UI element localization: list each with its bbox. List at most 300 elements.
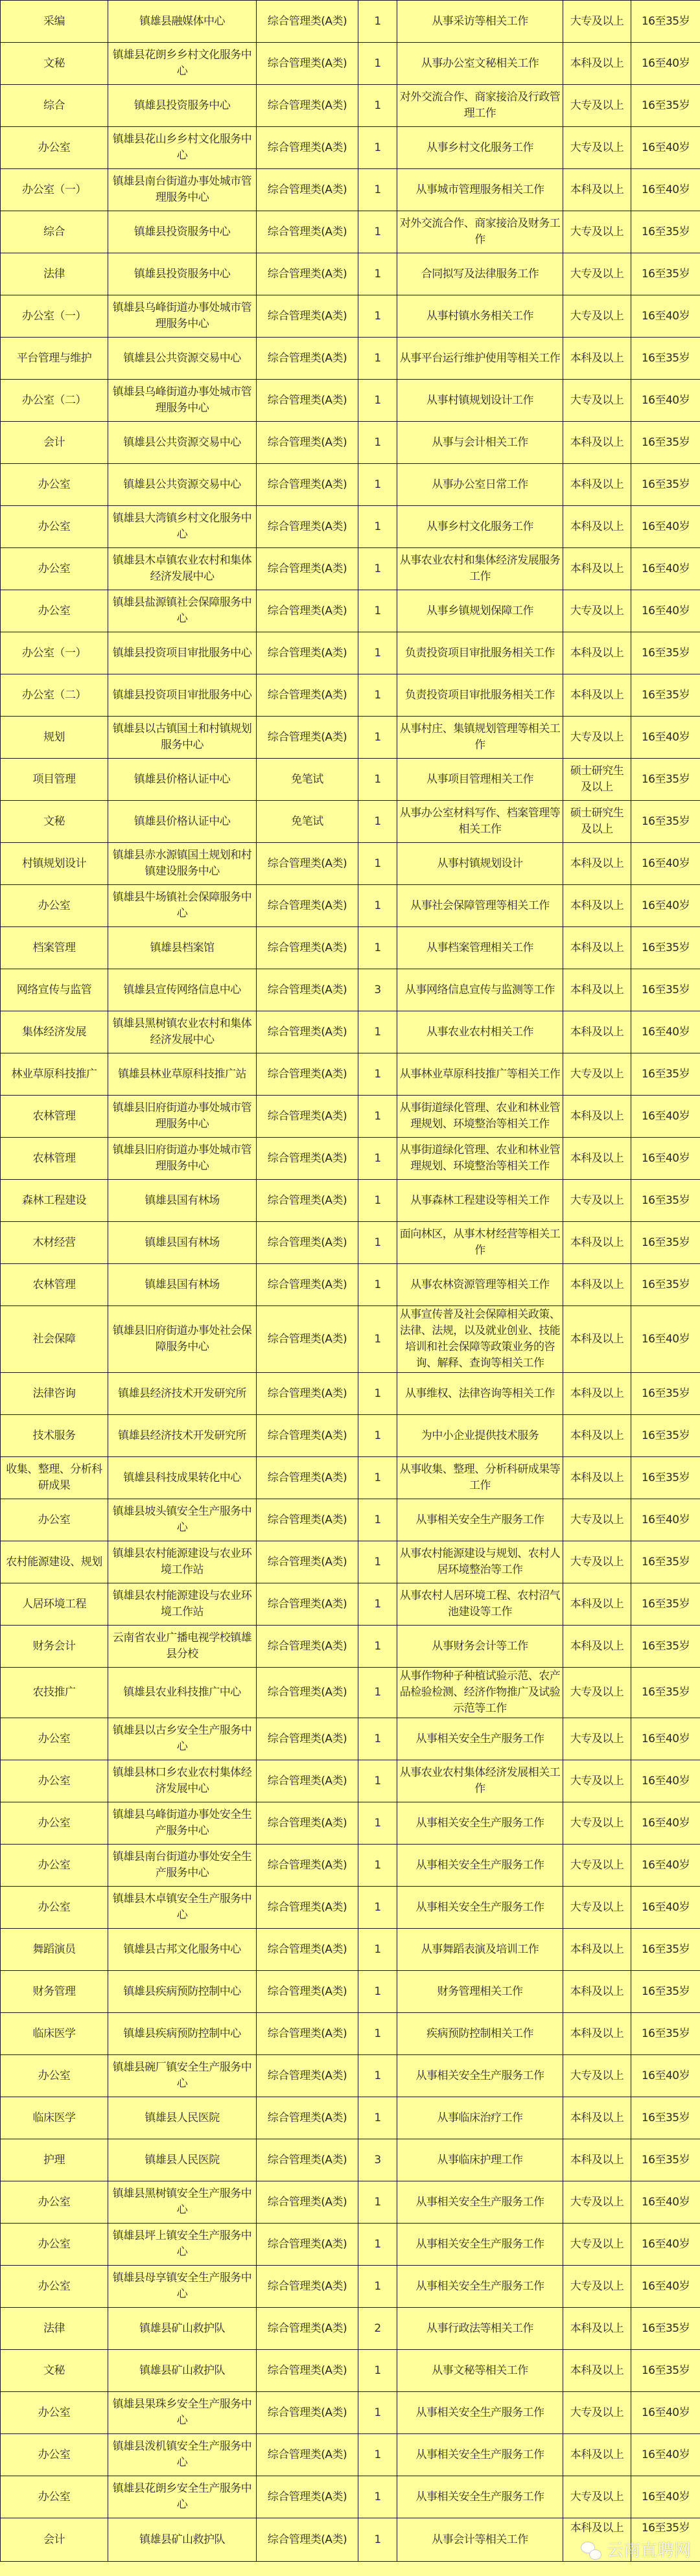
job-category-cell: 综合管理类(A类) [257, 2518, 358, 2562]
education-requirement-cell: 本科及以上 [563, 1306, 631, 1373]
hiring-count-cell: 1 [358, 2266, 397, 2308]
position-name-cell: 农技推广 [1, 1668, 108, 1718]
age-requirement-cell: 16至35岁 [631, 927, 700, 969]
table-row [1, 1222, 700, 1264]
table-row [1, 127, 700, 169]
hiring-unit-cell: 镇雄县疾病预防控制中心 [108, 1971, 257, 2013]
table-row [1, 1929, 700, 1971]
table-row [1, 2013, 700, 2055]
age-requirement-cell: 16至40岁 [631, 1760, 700, 1802]
hiring-unit-cell: 镇雄县国有林场 [108, 1222, 257, 1264]
hiring-unit-cell: 镇雄县以古乡安全生产服务中心 [108, 1718, 257, 1760]
job-duties-cell: 从事临床护理工作 [397, 2139, 563, 2181]
job-duties-cell: 从事相关安全生产服务工作 [397, 2392, 563, 2434]
job-category-cell: 综合管理类(A类) [257, 1929, 358, 1971]
education-requirement-cell: 大专及以上 [563, 2224, 631, 2266]
position-name-cell: 社会保障 [1, 1306, 108, 1373]
education-requirement-cell: 大专及以上 [563, 1845, 631, 1887]
education-requirement-cell: 本科及以上 [563, 2518, 631, 2562]
position-name-cell: 办公室 [1, 1845, 108, 1887]
position-name-cell: 档案管理 [1, 927, 108, 969]
hiring-unit-cell: 镇雄县经济技术开发研究所 [108, 1373, 257, 1415]
hiring-unit-cell: 镇雄县国有林场 [108, 1264, 257, 1306]
job-category-cell: 综合管理类(A类) [257, 464, 358, 506]
hiring-unit-cell: 云南省农业广播电视学校镇雄县分校 [108, 1626, 257, 1668]
education-requirement-cell: 本科及以上 [563, 464, 631, 506]
education-requirement-cell: 本科及以上 [563, 1929, 631, 1971]
position-name-cell: 办公室 [1, 1760, 108, 1802]
table-row [1, 1668, 700, 1718]
position-name-cell: 法律 [1, 253, 108, 295]
hiring-count-cell: 1 [358, 1096, 397, 1138]
hiring-unit-cell: 镇雄县疾病预防控制中心 [108, 2013, 257, 2055]
job-duties-cell: 从事相关安全生产服务工作 [397, 2055, 563, 2097]
hiring-count-cell: 1 [358, 1373, 397, 1415]
table-row [1, 843, 700, 885]
position-name-cell: 会计 [1, 2518, 108, 2562]
position-name-cell: 办公室 [1, 2224, 108, 2266]
hiring-unit-cell: 镇雄县农村能源建设与农业环境工作站 [108, 1583, 257, 1626]
table-row [1, 1138, 700, 1180]
education-requirement-cell: 本科及以上 [563, 885, 631, 927]
table-row [1, 2476, 700, 2518]
job-duties-cell: 从事农业农村集体经济发展相关工作 [397, 1760, 563, 1802]
hiring-unit-cell: 镇雄县科技成果转化中心 [108, 1457, 257, 1499]
position-name-cell: 办公室 [1, 2434, 108, 2476]
education-requirement-cell: 大专及以上 [563, 1053, 631, 1096]
education-requirement-cell: 大专及以上 [563, 380, 631, 422]
table-body [1, 1, 700, 2562]
job-duties-cell: 从事网络信息宣传与监测等工作 [397, 969, 563, 1011]
table-row [1, 422, 700, 464]
table-row [1, 380, 700, 422]
job-category-cell: 综合管理类(A类) [257, 1138, 358, 1180]
education-requirement-cell: 本科及以上 [563, 169, 631, 211]
hiring-unit-cell: 镇雄县乌峰街道办事处安全生产服务中心 [108, 1802, 257, 1845]
table-row [1, 2224, 700, 2266]
age-requirement-cell: 16至35岁 [631, 1457, 700, 1499]
table-row [1, 464, 700, 506]
age-requirement-cell: 16至40岁 [631, 2055, 700, 2097]
job-duties-cell: 合同拟写及法律服务工作 [397, 253, 563, 295]
job-duties-cell: 从事行政法等相关工作 [397, 2308, 563, 2350]
table-row [1, 1373, 700, 1415]
age-requirement-cell: 16至40岁 [631, 1718, 700, 1760]
hiring-unit-cell: 镇雄县乌峰街道办事处城市管理服务中心 [108, 380, 257, 422]
education-requirement-cell: 本科及以上 [563, 1096, 631, 1138]
education-requirement-cell: 大专及以上 [563, 1887, 631, 1929]
education-requirement-cell: 大专及以上 [563, 2181, 631, 2224]
hiring-count-cell: 1 [358, 422, 397, 464]
hiring-count-cell: 1 [358, 1, 397, 43]
job-duties-cell: 对外交流合作、商家接洽及财务工作 [397, 211, 563, 253]
education-requirement-cell: 本科及以上 [563, 422, 631, 464]
hiring-count-cell: 1 [358, 1011, 397, 1053]
education-requirement-cell: 本科及以上 [563, 1415, 631, 1457]
table-row [1, 2097, 700, 2139]
position-name-cell: 办公室 [1, 2266, 108, 2308]
age-requirement-cell: 16至35岁 [631, 2097, 700, 2139]
table-row [1, 1053, 700, 1096]
job-duties-cell: 从事相关安全生产服务工作 [397, 2224, 563, 2266]
hiring-count-cell: 1 [358, 169, 397, 211]
education-requirement-cell: 大专及以上 [563, 85, 631, 127]
education-requirement-cell: 大专及以上 [563, 1180, 631, 1222]
age-requirement-cell: 16至35岁 [631, 338, 700, 380]
table-row [1, 1264, 700, 1306]
hiring-count-cell: 1 [358, 43, 397, 85]
table-row [1, 1011, 700, 1053]
hiring-unit-cell: 镇雄县矿山救护队 [108, 2308, 257, 2350]
hiring-unit-cell: 镇雄县公共资源交易中心 [108, 422, 257, 464]
job-duties-cell: 从事乡村文化服务工作 [397, 127, 563, 169]
education-requirement-cell: 本科及以上 [563, 1626, 631, 1668]
hiring-count-cell: 1 [358, 2181, 397, 2224]
hiring-count-cell: 1 [358, 1306, 397, 1373]
hiring-count-cell: 1 [358, 2097, 397, 2139]
age-requirement-cell: 16至40岁 [631, 843, 700, 885]
hiring-unit-cell: 镇雄县木卓镇安全生产服务中心 [108, 1887, 257, 1929]
age-requirement-cell: 16至40岁 [631, 2266, 700, 2308]
hiring-count-cell: 1 [358, 211, 397, 253]
job-duties-cell: 从事街道绿化管理、农业和林业管理规划、环境整治等相关工作 [397, 1138, 563, 1180]
age-requirement-cell: 16至40岁 [631, 717, 700, 759]
age-requirement-cell: 16至35岁 [631, 1929, 700, 1971]
job-category-cell: 综合管理类(A类) [257, 43, 358, 85]
hiring-count-cell: 1 [358, 1668, 397, 1718]
position-name-cell: 办公室 [1, 1802, 108, 1845]
job-category-cell: 综合管理类(A类) [257, 2266, 358, 2308]
job-category-cell: 综合管理类(A类) [257, 85, 358, 127]
table-row [1, 969, 700, 1011]
job-duties-cell: 面向林区，从事木材经营等相关工作 [397, 1222, 563, 1264]
hiring-count-cell: 1 [358, 1845, 397, 1887]
education-requirement-cell: 本科及以上 [563, 2013, 631, 2055]
hiring-count-cell: 1 [358, 843, 397, 885]
hiring-count-cell: 1 [358, 1583, 397, 1626]
education-requirement-cell: 大专及以上 [563, 1802, 631, 1845]
hiring-count-cell: 1 [358, 927, 397, 969]
education-requirement-cell: 本科及以上 [563, 43, 631, 85]
table-row [1, 590, 700, 632]
table-row [1, 85, 700, 127]
job-duties-cell: 从事相关安全生产服务工作 [397, 2266, 563, 2308]
position-name-cell: 综合 [1, 211, 108, 253]
table-row [1, 548, 700, 590]
age-requirement-cell: 16至40岁 [631, 2224, 700, 2266]
job-category-cell: 综合管理类(A类) [257, 1096, 358, 1138]
age-requirement-cell: 16至35岁 [631, 253, 700, 295]
position-name-cell: 办公室 [1, 885, 108, 927]
job-category-cell: 综合管理类(A类) [257, 1264, 358, 1306]
hiring-count-cell: 3 [358, 969, 397, 1011]
age-requirement-cell: 16至40岁 [631, 380, 700, 422]
job-duties-cell: 从事舞蹈表演及培训工作 [397, 1929, 563, 1971]
education-requirement-cell: 本科及以上 [563, 338, 631, 380]
hiring-unit-cell: 镇雄县国有林场 [108, 1180, 257, 1222]
hiring-unit-cell: 镇雄县旧府街道办事处城市管理服务中心 [108, 1096, 257, 1138]
age-requirement-cell: 16至40岁 [631, 506, 700, 548]
education-requirement-cell: 本科及以上 [563, 2350, 631, 2392]
hiring-count-cell: 1 [358, 2392, 397, 2434]
job-duties-cell: 从事村镇水务相关工作 [397, 295, 563, 338]
job-duties-cell: 从事农村能源建设与规划、农村人居环境整治等工作 [397, 1541, 563, 1583]
table-row [1, 1, 700, 43]
education-requirement-cell: 大专及以上 [563, 211, 631, 253]
hiring-unit-cell: 镇雄县木卓镇农业农村和集体经济发展中心 [108, 548, 257, 590]
hiring-count-cell: 1 [358, 380, 397, 422]
table-row [1, 674, 700, 717]
position-name-cell: 办公室 [1, 2476, 108, 2518]
age-requirement-cell: 16至35岁 [631, 801, 700, 843]
job-category-cell: 综合管理类(A类) [257, 2476, 358, 2518]
hiring-unit-cell: 镇雄县矿山救护队 [108, 2518, 257, 2562]
education-requirement-cell: 大专及以上 [563, 2392, 631, 2434]
job-category-cell: 免笔试 [257, 801, 358, 843]
hiring-count-cell: 1 [358, 1802, 397, 1845]
hiring-count-cell: 1 [358, 2013, 397, 2055]
hiring-unit-cell: 镇雄县盐源镇社会保障服务中心 [108, 590, 257, 632]
age-requirement-cell: 16至35岁 [631, 1541, 700, 1583]
job-duties-cell: 从事乡镇规划保障工作 [397, 590, 563, 632]
table-row [1, 927, 700, 969]
age-requirement-cell: 16至40岁 [631, 885, 700, 927]
job-category-cell: 综合管理类(A类) [257, 2350, 358, 2392]
education-requirement-cell: 本科及以上 [563, 1264, 631, 1306]
position-name-cell: 办公室（一） [1, 295, 108, 338]
age-requirement-cell: 16至35岁 [631, 1415, 700, 1457]
age-requirement-cell: 16至35岁 [631, 2308, 700, 2350]
position-name-cell: 文秘 [1, 2350, 108, 2392]
position-name-cell: 法律 [1, 2308, 108, 2350]
position-name-cell: 村镇规划设计 [1, 843, 108, 885]
age-requirement-cell: 16至40岁 [631, 1138, 700, 1180]
age-requirement-cell: 16至35岁 [631, 85, 700, 127]
table-row [1, 1971, 700, 2013]
hiring-unit-cell: 镇雄县人民医院 [108, 2097, 257, 2139]
position-name-cell: 规划 [1, 717, 108, 759]
education-requirement-cell: 大专及以上 [563, 1760, 631, 1802]
job-category-cell: 综合管理类(A类) [257, 2392, 358, 2434]
table-row [1, 1802, 700, 1845]
education-requirement-cell: 本科及以上 [563, 1222, 631, 1264]
age-requirement-cell: 16至40岁 [631, 1306, 700, 1373]
education-requirement-cell: 大专及以上 [563, 2476, 631, 2518]
job-duties-cell: 从事办公室材料写作、档案管理等相关工作 [397, 801, 563, 843]
hiring-unit-cell: 镇雄县投资服务中心 [108, 211, 257, 253]
age-requirement-cell: 16至40岁 [631, 2392, 700, 2434]
age-requirement-cell: 16至35岁 [631, 2013, 700, 2055]
age-requirement-cell: 16至35岁 [631, 211, 700, 253]
education-requirement-cell: 本科及以上 [563, 674, 631, 717]
position-name-cell: 办公室 [1, 464, 108, 506]
hiring-count-cell: 1 [358, 1541, 397, 1583]
table-row [1, 1499, 700, 1541]
hiring-unit-cell: 镇雄县花朗乡安全生产服务中心 [108, 2476, 257, 2518]
table-row [1, 1583, 700, 1626]
education-requirement-cell: 大专及以上 [563, 1, 631, 43]
education-requirement-cell: 本科及以上 [563, 1457, 631, 1499]
hiring-count-cell: 1 [358, 1626, 397, 1668]
table-row [1, 169, 700, 211]
job-category-cell: 综合管理类(A类) [257, 127, 358, 169]
hiring-count-cell: 1 [358, 127, 397, 169]
position-name-cell: 办公室 [1, 2392, 108, 2434]
hiring-unit-cell: 镇雄县农业科技推广中心 [108, 1668, 257, 1718]
job-duties-cell: 从事相关安全生产服务工作 [397, 2476, 563, 2518]
job-category-cell: 综合管理类(A类) [257, 1668, 358, 1718]
job-duties-cell: 从事农村人居环境工程、农村沼气池建设等工作 [397, 1583, 563, 1626]
job-category-cell: 综合管理类(A类) [257, 1306, 358, 1373]
education-requirement-cell: 大专及以上 [563, 295, 631, 338]
hiring-count-cell: 1 [358, 885, 397, 927]
age-requirement-cell: 16至35岁 [631, 1626, 700, 1668]
job-duties-cell: 财务管理相关工作 [397, 1971, 563, 2013]
education-requirement-cell: 大专及以上 [563, 2055, 631, 2097]
age-requirement-cell: 16至35岁 [631, 1053, 700, 1096]
job-category-cell: 综合管理类(A类) [257, 885, 358, 927]
job-category-cell: 综合管理类(A类) [257, 1222, 358, 1264]
job-category-cell: 综合管理类(A类) [257, 1180, 358, 1222]
hiring-unit-cell: 镇雄县南台街道办事处城市管理服务中心 [108, 169, 257, 211]
table-row [1, 885, 700, 927]
education-requirement-cell: 本科及以上 [563, 927, 631, 969]
job-category-cell: 综合管理类(A类) [257, 1626, 358, 1668]
hiring-unit-cell: 镇雄县坪上镇安全生产服务中心 [108, 2224, 257, 2266]
age-requirement-cell: 16至35岁 [631, 1, 700, 43]
hiring-count-cell: 3 [358, 2139, 397, 2181]
hiring-unit-cell: 镇雄县南台街道办事处安全生产服务中心 [108, 1845, 257, 1887]
education-requirement-cell: 大专及以上 [563, 1499, 631, 1541]
hiring-unit-cell: 镇雄县矿山救护队 [108, 2350, 257, 2392]
job-duties-cell: 为中小企业提供技术服务 [397, 1415, 563, 1457]
hiring-unit-cell: 镇雄县林口乡农业农村集体经济发展中心 [108, 1760, 257, 1802]
table-row [1, 2139, 700, 2181]
table-row [1, 1457, 700, 1499]
age-requirement-cell: 16至40岁 [631, 127, 700, 169]
hiring-unit-cell: 镇雄县林业草原科技推广站 [108, 1053, 257, 1096]
job-duties-cell: 从事相关安全生产服务工作 [397, 1802, 563, 1845]
age-requirement-cell: 16至35岁 [631, 1222, 700, 1264]
position-name-cell: 办公室 [1, 1499, 108, 1541]
hiring-count-cell: 1 [358, 674, 397, 717]
education-requirement-cell: 本科及以上 [563, 2308, 631, 2350]
job-category-cell: 综合管理类(A类) [257, 2308, 358, 2350]
table-row [1, 1306, 700, 1373]
job-duties-cell: 从事会计等相关工作 [397, 2518, 563, 2562]
hiring-count-cell: 1 [358, 1929, 397, 1971]
job-duties-cell: 从事维权、法律咨询等相关工作 [397, 1373, 563, 1415]
job-category-cell: 综合管理类(A类) [257, 295, 358, 338]
education-requirement-cell: 大专及以上 [563, 590, 631, 632]
hiring-count-cell: 1 [358, 2224, 397, 2266]
table-row [1, 1626, 700, 1668]
age-requirement-cell: 16至35岁 [631, 422, 700, 464]
age-requirement-cell: 16至35岁 [631, 2518, 700, 2562]
position-name-cell: 集体经济发展 [1, 1011, 108, 1053]
position-name-cell: 办公室（一） [1, 632, 108, 674]
education-requirement-cell: 大专及以上 [563, 2266, 631, 2308]
job-duties-cell: 从事临床治疗工作 [397, 2097, 563, 2139]
job-duties-cell: 从事项目管理相关工作 [397, 759, 563, 801]
hiring-unit-cell: 镇雄县赤水源镇国土规划和村镇建设服务中心 [108, 843, 257, 885]
watermark-text: 云南直聘网 [606, 2541, 691, 2560]
job-category-cell: 综合管理类(A类) [257, 1583, 358, 1626]
table-row [1, 801, 700, 843]
job-duties-cell: 从事乡村文化服务工作 [397, 506, 563, 548]
education-requirement-cell: 本科及以上 [563, 2139, 631, 2181]
age-requirement-cell: 16至40岁 [631, 1499, 700, 1541]
age-requirement-cell: 16至35岁 [631, 674, 700, 717]
hiring-unit-cell: 镇雄县档案馆 [108, 927, 257, 969]
age-requirement-cell: 16至40岁 [631, 1096, 700, 1138]
position-name-cell: 办公室 [1, 548, 108, 590]
age-requirement-cell: 16至35岁 [631, 1668, 700, 1718]
job-category-cell: 综合管理类(A类) [257, 969, 358, 1011]
age-requirement-cell: 16至35岁 [631, 1180, 700, 1222]
job-category-cell: 综合管理类(A类) [257, 1053, 358, 1096]
table-row [1, 1845, 700, 1887]
job-duties-cell: 从事街道绿化管理、农业和林业管理规划、环境整治等相关工作 [397, 1096, 563, 1138]
hiring-count-cell: 1 [358, 1264, 397, 1306]
table-row [1, 1887, 700, 1929]
position-name-cell: 办公室 [1, 1718, 108, 1760]
hiring-count-cell: 1 [358, 1053, 397, 1096]
hiring-count-cell: 1 [358, 1971, 397, 2013]
table-row [1, 1096, 700, 1138]
job-duties-cell: 从事相关安全生产服务工作 [397, 1499, 563, 1541]
job-category-cell: 综合管理类(A类) [257, 2139, 358, 2181]
hiring-count-cell: 1 [358, 295, 397, 338]
hiring-count-cell: 1 [358, 2350, 397, 2392]
education-requirement-cell: 本科及以上 [563, 506, 631, 548]
age-requirement-cell: 16至35岁 [631, 632, 700, 674]
table-row [1, 1541, 700, 1583]
education-requirement-cell: 本科及以上 [563, 969, 631, 1011]
hiring-count-cell: 1 [358, 1415, 397, 1457]
education-requirement-cell: 本科及以上 [563, 1583, 631, 1626]
job-duties-cell: 从事相关安全生产服务工作 [397, 2181, 563, 2224]
job-duties-cell: 从事收集、整理、分析科研成果等工作 [397, 1457, 563, 1499]
age-requirement-cell: 16至40岁 [631, 590, 700, 632]
job-category-cell: 综合管理类(A类) [257, 2181, 358, 2224]
job-duties-cell: 从事相关安全生产服务工作 [397, 1845, 563, 1887]
hiring-count-cell: 2 [358, 2308, 397, 2350]
job-category-cell: 综合管理类(A类) [257, 211, 358, 253]
age-requirement-cell: 16至40岁 [631, 43, 700, 85]
position-name-cell: 财务会计 [1, 1626, 108, 1668]
education-requirement-cell: 本科及以上 [563, 843, 631, 885]
table-row [1, 759, 700, 801]
job-category-cell: 综合管理类(A类) [257, 2097, 358, 2139]
job-duties-cell: 从事财务会计等工作 [397, 1626, 563, 1668]
hiring-unit-cell: 镇雄县融媒体中心 [108, 1, 257, 43]
position-name-cell: 农林管理 [1, 1264, 108, 1306]
position-name-cell: 法律咨询 [1, 1373, 108, 1415]
age-requirement-cell: 16至40岁 [631, 2476, 700, 2518]
table-row [1, 295, 700, 338]
education-requirement-cell: 本科及以上 [563, 1971, 631, 2013]
hiring-unit-cell: 镇雄县黑树镇安全生产服务中心 [108, 2181, 257, 2224]
age-requirement-cell: 16至35岁 [631, 1583, 700, 1626]
job-duties-cell: 疾病预防控制相关工作 [397, 2013, 563, 2055]
job-category-cell: 综合管理类(A类) [257, 927, 358, 969]
position-name-cell: 舞蹈演员 [1, 1929, 108, 1971]
hiring-count-cell: 1 [358, 1180, 397, 1222]
job-duties-cell: 从事作物种子种植试验示范、农产品检验检测、经济作物推广及试验示范等工作 [397, 1668, 563, 1718]
hiring-count-cell: 1 [358, 590, 397, 632]
education-requirement-cell: 本科及以上 [563, 1373, 631, 1415]
